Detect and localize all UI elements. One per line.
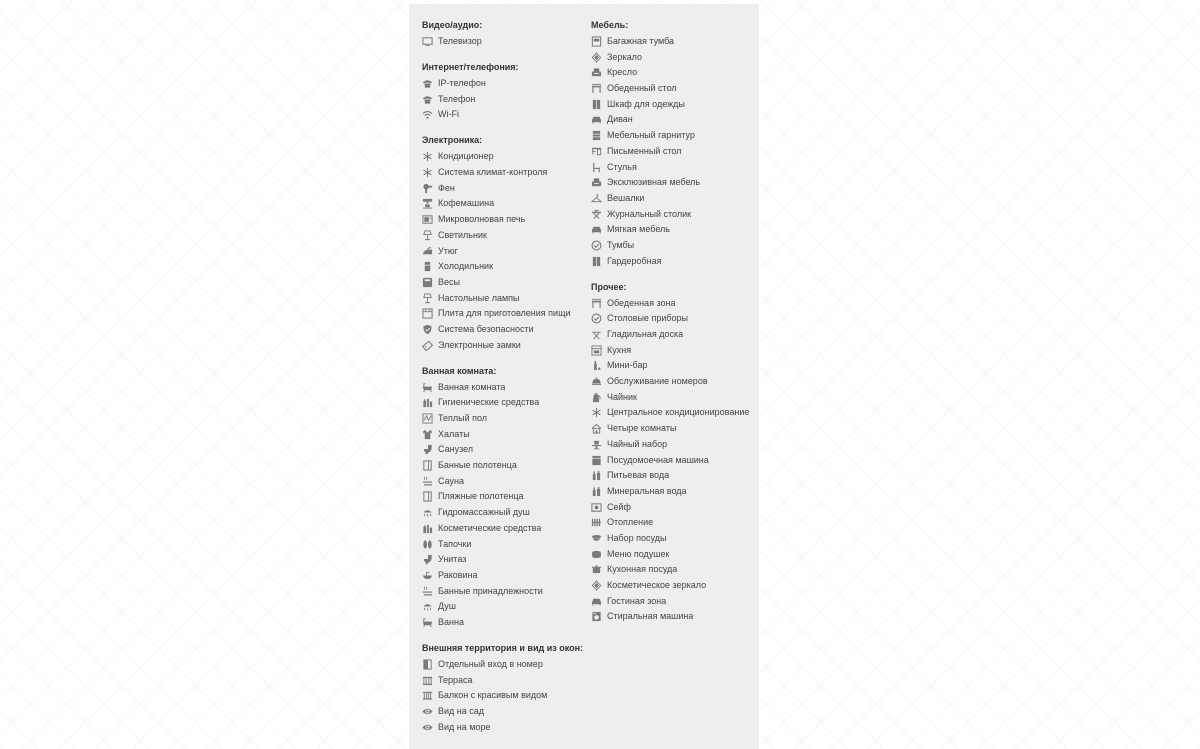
kettle-icon: [591, 392, 602, 403]
amenity-section: [422, 641, 587, 733]
amenity-label: IP-телефон: [438, 78, 486, 88]
check-circle-icon: [591, 240, 602, 251]
amenity-label: Обслуживание номеров: [607, 376, 708, 387]
amenity-item: [591, 256, 756, 267]
toiletries-icon: [422, 523, 433, 534]
amenity-item: [591, 392, 756, 403]
sink-icon: [422, 570, 433, 581]
amenity-item: [591, 360, 756, 371]
minibar-icon: [591, 360, 602, 371]
amenity-label: Wi-Fi: [438, 109, 459, 120]
amenity-item: [591, 209, 756, 220]
microwave-icon: [422, 214, 433, 225]
towel-icon: [422, 491, 433, 502]
amenity-item: [422, 151, 587, 162]
amenity-label: Ванная комната: [438, 381, 506, 392]
coffee-machine-icon: [422, 198, 433, 209]
amenity-label: Эксклюзивная мебель: [607, 177, 701, 188]
amenity-label: Пляжные полотенца: [438, 491, 524, 502]
amenity-label: Отопление: [607, 517, 654, 528]
amenity-item: [591, 193, 756, 204]
amenities-panel: [409, 4, 759, 749]
amenity-item: [422, 246, 587, 257]
amenity-label: Микроволновая печь: [438, 214, 526, 225]
amenity-item: [422, 460, 587, 471]
amenity-item: [591, 596, 756, 607]
amenity-section: [422, 133, 587, 350]
balcony-icon: [422, 690, 433, 701]
snowflake-icon: [422, 167, 433, 178]
snowflake-icon: [422, 151, 433, 162]
toilet-icon: [422, 444, 433, 455]
amenity-list: [422, 36, 587, 47]
fridge-icon: [422, 261, 433, 272]
washing-machine-icon: [591, 611, 602, 622]
amenity-item: [422, 214, 587, 225]
heated-floor-icon: [422, 413, 433, 424]
amenity-item: [422, 491, 587, 502]
dishes-icon: [591, 533, 602, 544]
amenity-item: [422, 167, 587, 178]
amenity-item: [591, 407, 756, 418]
amenity-item: [591, 114, 756, 125]
amenity-item: [591, 83, 756, 94]
amenity-item: [422, 198, 587, 209]
amenity-list: [422, 78, 587, 120]
amenity-item: [422, 277, 587, 288]
amenity-label: Теплый пол: [438, 413, 488, 423]
amenity-list: [591, 298, 756, 623]
amenity-label: Набор посуды: [607, 532, 667, 543]
section-title: Электроника:: [422, 135, 483, 146]
amenity-label: Банные принадлежности: [438, 585, 543, 596]
amenity-item: [591, 224, 756, 235]
bottles-icon: [591, 486, 602, 497]
keycard-icon: [422, 340, 433, 351]
amenity-item: [591, 240, 756, 251]
amenity-label: Раковина: [438, 569, 478, 580]
stove-icon: [422, 308, 433, 319]
amenity-item: [422, 36, 587, 47]
amenity-item: [422, 444, 587, 455]
amenity-label: Стиральная машина: [607, 611, 694, 622]
snowflake-icon: [591, 407, 602, 418]
amenity-item: [422, 476, 587, 487]
amenity-item: [591, 67, 756, 78]
lamp-icon: [422, 293, 433, 304]
amenity-label: Телевизор: [438, 36, 482, 46]
coffee-table-icon: [591, 209, 602, 220]
amenity-label: Гостиная зона: [607, 595, 667, 606]
amenity-label: Журнальный столик: [607, 208, 692, 219]
shower-icon: [422, 601, 433, 612]
amenity-label: Унитаз: [438, 554, 467, 565]
hairdryer-icon: [422, 183, 433, 194]
amenity-label: Ванна: [438, 616, 464, 627]
amenity-label: Минеральная вода: [607, 485, 687, 496]
amenity-item: [591, 470, 756, 481]
sauna-icon: [422, 586, 433, 597]
amenity-item: [591, 376, 756, 387]
amenity-list: [422, 382, 587, 628]
amenity-item: [422, 507, 587, 518]
amenity-item: [422, 523, 587, 534]
furniture-set-icon: [591, 130, 602, 141]
amenity-label: Кондиционер: [438, 151, 494, 162]
amenity-item: [422, 324, 587, 335]
section-title: Ванная комната:: [422, 365, 497, 376]
bathtub-icon: [422, 382, 433, 393]
amenity-section: [422, 364, 587, 628]
sauna-icon: [422, 476, 433, 487]
terrace-icon: [422, 675, 433, 686]
amenity-label: Банные полотенца: [438, 460, 517, 471]
amenity-item: [591, 162, 756, 173]
amenity-label: Система климат-контроля: [438, 167, 548, 178]
phone-icon: [422, 94, 433, 105]
amenity-label: Настольные лампы: [438, 292, 520, 303]
amenity-label: Тапочки: [438, 538, 472, 549]
amenity-item: [591, 36, 756, 47]
amenity-item: [591, 345, 756, 356]
tv-icon: [422, 36, 433, 47]
amenity-label: Терраса: [438, 674, 473, 685]
armchair-icon: [591, 177, 602, 188]
amenity-label: Балкон с красивым видом: [438, 690, 548, 701]
amenity-item: [422, 293, 587, 304]
amenity-label: Меню подушек: [607, 548, 670, 559]
section-title: Интернет/телефония:: [422, 62, 519, 72]
scales-icon: [422, 277, 433, 288]
amenity-label: Мини-бар: [607, 360, 648, 371]
amenity-item: [591, 455, 756, 466]
amenity-label: Сейф: [607, 501, 631, 512]
amenity-label: Багажная тумба: [607, 36, 675, 46]
phone-icon: [422, 78, 433, 89]
amenity-label: Посудомоечная машина: [607, 454, 709, 465]
amenity-list: [591, 36, 756, 267]
amenity-label: Гардеробная: [607, 255, 662, 266]
amenity-item: [591, 52, 756, 63]
mirror-icon: [591, 580, 602, 591]
kitchen-icon: [591, 345, 602, 356]
pot-icon: [591, 564, 602, 575]
dishwasher-icon: [591, 455, 602, 466]
amenity-label: Отдельный вход в номер: [438, 658, 543, 669]
amenity-item: [422, 554, 587, 565]
mirror-icon: [591, 52, 602, 63]
amenity-section: [422, 60, 587, 120]
amenity-item: [422, 675, 587, 686]
amenity-label: Обеденный стол: [607, 83, 677, 94]
amenity-label: Кресло: [607, 67, 638, 78]
amenity-item: [591, 329, 756, 340]
amenity-item: [591, 146, 756, 157]
hanger-icon: [591, 193, 602, 204]
amenity-item: [422, 539, 587, 550]
amenity-item: [591, 439, 756, 450]
sofa-icon: [591, 224, 602, 235]
amenity-label: Питьевая вода: [607, 470, 670, 481]
amenity-item: [422, 617, 587, 628]
bathrobe-icon: [422, 429, 433, 440]
ironing-board-icon: [591, 329, 602, 340]
amenity-label: Гидромассажный душ: [438, 507, 530, 518]
amenity-item: [591, 611, 756, 622]
amenity-label: Вид на сад: [438, 706, 485, 716]
amenity-label: Плита для приготовления пищи: [438, 308, 571, 319]
amenity-item: [422, 308, 587, 319]
armchair-icon: [591, 67, 602, 78]
chair-icon: [591, 162, 602, 173]
amenity-item: [422, 722, 587, 733]
amenity-item: [422, 261, 587, 272]
amenity-label: Сауна: [438, 475, 464, 486]
luggage-rack-icon: [591, 36, 602, 47]
dining-table-icon: [591, 298, 602, 309]
iron-icon: [422, 246, 433, 257]
amenity-item: [422, 94, 587, 105]
amenity-label: Косметические средства: [438, 522, 542, 533]
amenity-item: [591, 298, 756, 309]
room-service-icon: [591, 376, 602, 387]
sofa-icon: [591, 596, 602, 607]
amenity-item: [422, 413, 587, 424]
amenity-item: [591, 486, 756, 497]
section-title: Внешняя территория и вид из окон:: [422, 642, 584, 653]
amenity-label: Тумбы: [607, 239, 635, 250]
amenity-label: Халаты: [438, 428, 470, 439]
amenity-label: Вид на море: [438, 721, 491, 732]
bottles-icon: [591, 470, 602, 481]
amenity-section: [591, 280, 756, 623]
amenity-section: [422, 18, 587, 47]
amenity-list: [422, 659, 587, 733]
amenity-item: [591, 423, 756, 434]
amenity-item: [591, 533, 756, 544]
radiator-icon: [591, 517, 602, 528]
amenity-label: Светильник: [438, 229, 487, 240]
amenity-list: [422, 151, 587, 350]
amenity-item: [422, 397, 587, 408]
amenity-item: [591, 130, 756, 141]
amenity-label: Кофемашина: [438, 198, 495, 209]
amenity-label: Мебельный гарнитур: [607, 130, 695, 141]
amenity-section: [591, 18, 756, 267]
amenity-item: [422, 340, 587, 351]
amenity-item: [422, 586, 587, 597]
tea-set-icon: [591, 439, 602, 450]
toiletries-icon: [422, 397, 433, 408]
amenity-label: Косметическое зеркало: [607, 580, 707, 590]
wardrobe-icon: [591, 99, 602, 110]
amenity-label: Утюг: [438, 245, 458, 256]
amenities-column-right: [591, 4, 756, 627]
pillow-icon: [591, 549, 602, 560]
amenity-label: Гигиенические средства: [438, 397, 540, 408]
shower-icon: [422, 507, 433, 518]
amenity-label: Центральное кондиционирование: [607, 407, 750, 418]
amenity-label: Электронные замки: [438, 339, 521, 350]
slippers-icon: [422, 539, 433, 550]
amenity-label: Чайник: [607, 391, 637, 402]
house-icon: [591, 423, 602, 434]
amenity-item: [422, 659, 587, 670]
amenity-label: Кухня: [607, 344, 632, 355]
amenity-label: Душ: [438, 601, 457, 612]
amenity-label: Весы: [438, 276, 460, 287]
section-title: Прочее:: [591, 281, 627, 292]
amenity-label: Гладильная доска: [607, 329, 684, 339]
amenity-item: [422, 230, 587, 241]
desk-icon: [591, 146, 602, 157]
amenity-item: [422, 78, 587, 89]
amenity-item: [591, 549, 756, 560]
safe-icon: [591, 502, 602, 513]
amenity-label: Мягкая мебель: [607, 224, 670, 235]
amenity-label: Четыре комнаты: [607, 423, 677, 434]
amenity-label: Вешалки: [607, 192, 645, 203]
amenity-label: Шкаф для одежды: [607, 98, 685, 109]
wardrobe-icon: [591, 256, 602, 267]
shield-icon: [422, 324, 433, 335]
amenity-label: Столовые приборы: [607, 313, 688, 324]
amenity-item: [591, 502, 756, 513]
amenity-item: [591, 580, 756, 591]
amenity-item: [591, 177, 756, 188]
amenity-item: [591, 313, 756, 324]
check-circle-icon: [591, 313, 602, 324]
amenity-item: [422, 706, 587, 717]
amenity-item: [422, 183, 587, 194]
bathtub-icon: [422, 617, 433, 628]
amenity-label: Письменный стол: [607, 145, 682, 156]
amenity-label: Зеркало: [607, 51, 642, 62]
towel-icon: [422, 460, 433, 471]
amenity-item: [591, 99, 756, 110]
amenity-label: Стулья: [607, 161, 637, 172]
amenity-item: [422, 382, 587, 393]
amenities-column-left: [422, 4, 587, 737]
wifi-icon: [422, 109, 433, 120]
eye-icon: [422, 706, 433, 717]
amenity-item: [422, 109, 587, 120]
amenity-label: Холодильник: [438, 261, 494, 272]
toilet-icon: [422, 554, 433, 565]
amenity-label: Система безопасности: [438, 323, 534, 334]
amenity-item: [422, 570, 587, 581]
amenity-label: Кухонная посуда: [607, 564, 678, 575]
section-title: Видео/аудио:: [422, 20, 483, 30]
amenity-label: Телефон: [438, 93, 476, 104]
amenity-item: [591, 517, 756, 528]
amenity-label: Фен: [438, 182, 455, 193]
section-title: Мебель:: [591, 20, 629, 30]
amenity-label: Санузел: [438, 444, 474, 455]
amenity-label: Диван: [607, 114, 633, 125]
amenity-label: Обеденная зона: [607, 297, 676, 308]
dining-table-icon: [591, 83, 602, 94]
amenity-item: [422, 429, 587, 440]
amenity-item: [422, 601, 587, 612]
lamp-icon: [422, 230, 433, 241]
sofa-icon: [591, 114, 602, 125]
amenity-label: Чайный набор: [607, 438, 668, 449]
eye-icon: [422, 722, 433, 733]
amenity-item: [422, 690, 587, 701]
amenity-item: [591, 564, 756, 575]
door-icon: [422, 659, 433, 670]
